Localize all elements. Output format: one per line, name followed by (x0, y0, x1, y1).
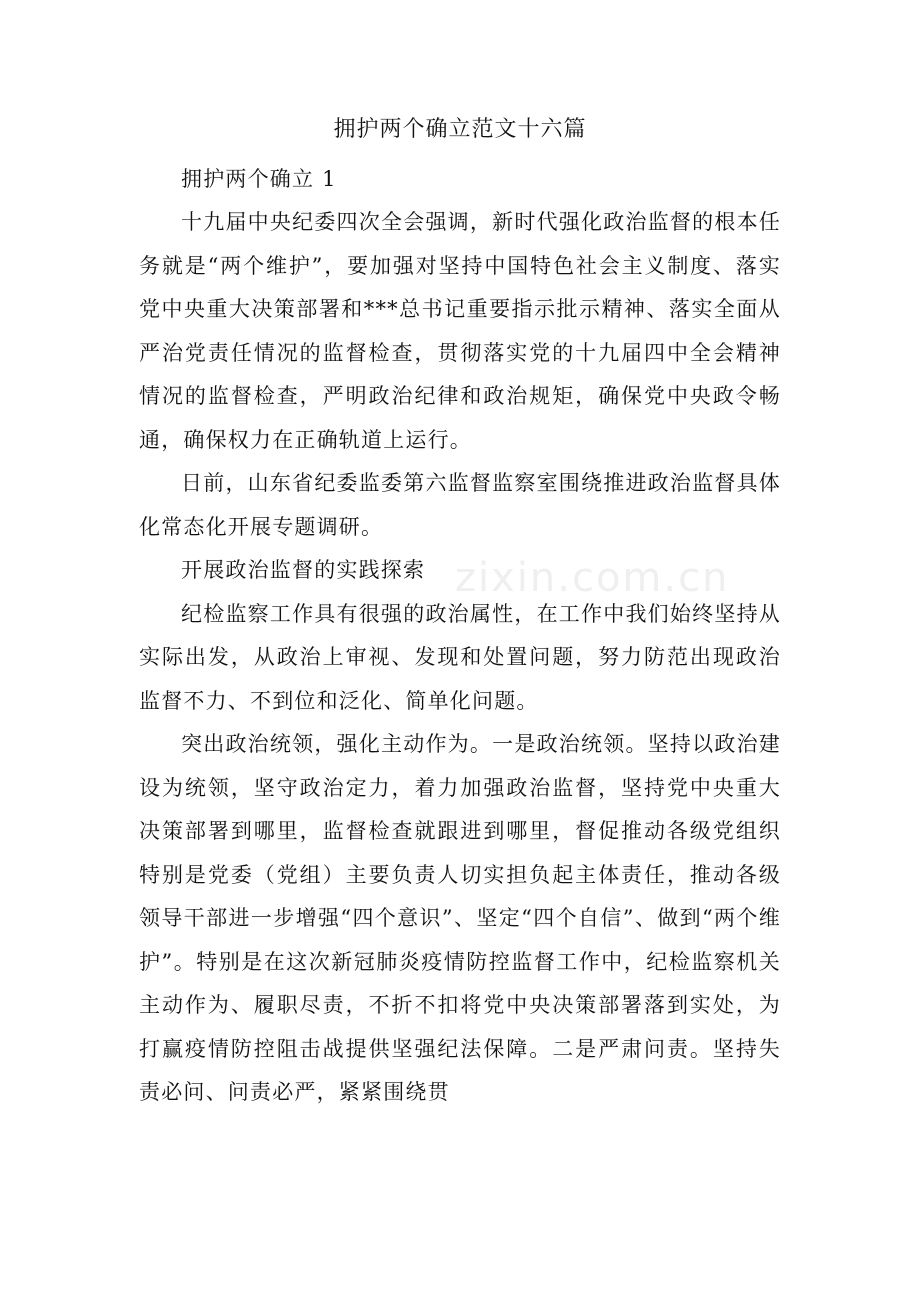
document-body (139, 108, 781, 1115)
paragraph-political-leadership: 突出政治统领，强化主动作为。一是政治统领。坚持以政治建设为统领，坚守政治定力，着力加强政治监督，坚持党中央重大决策部署到哪里，监督检查就跟进到哪里，督促推动各级党组织特别是党委（党组）主要负责人切实担负起主体责任，推动各级领导干部进一步增强“四个意识”、坚定“四个自信”、做到“两个维护”。特别是在这次新冠肺炎疫情防控监督工作中，纪检监察机关主动作为、履职尽责，不折不扣将党中央决策部署落到实处，为打赢疫情防控阻击战提供坚强纪法保障。二是严肃问责。坚持失责必问、问责必严，紧紧围绕贯 (139, 732, 781, 1104)
document-title: 拥护两个确立范文十六篇 (333, 117, 587, 142)
paragraph-research: 日前，山东省纪委监委第六监督监察室围绕推进政治监督具体化常态化开展专题调研。 (139, 471, 781, 539)
paragraph-intro: 十九届中央纪委四次全会强调，新时代强化政治监督的根本任务就是“两个维护”，要加强对坚持中国特色社会主义制度、落实党中央重大决策部署和***总书记重要指示批示精神、落实全面从严治党责任情况的监督检查，贯彻落实党的十九届四中全会精神情况的监督检查，严明政治纪律和政治规矩，确保党中央政令畅通，确保权力在正确轨道上运行。 (139, 210, 781, 452)
section-heading-2: 开展政治监督的实践探索 (181, 558, 426, 582)
section-heading-1: 拥护两个确立 1 (181, 166, 337, 191)
watermark: zixin.com.cn (455, 555, 730, 601)
paragraph-practice: 纪检监察工作具有很强的政治属性，在工作中我们始终坚持从实际出发，从政治上审视、发现和处置问题，努力防范出现政治监督不力、不到位和泛化、简单化问题。 (139, 601, 781, 713)
